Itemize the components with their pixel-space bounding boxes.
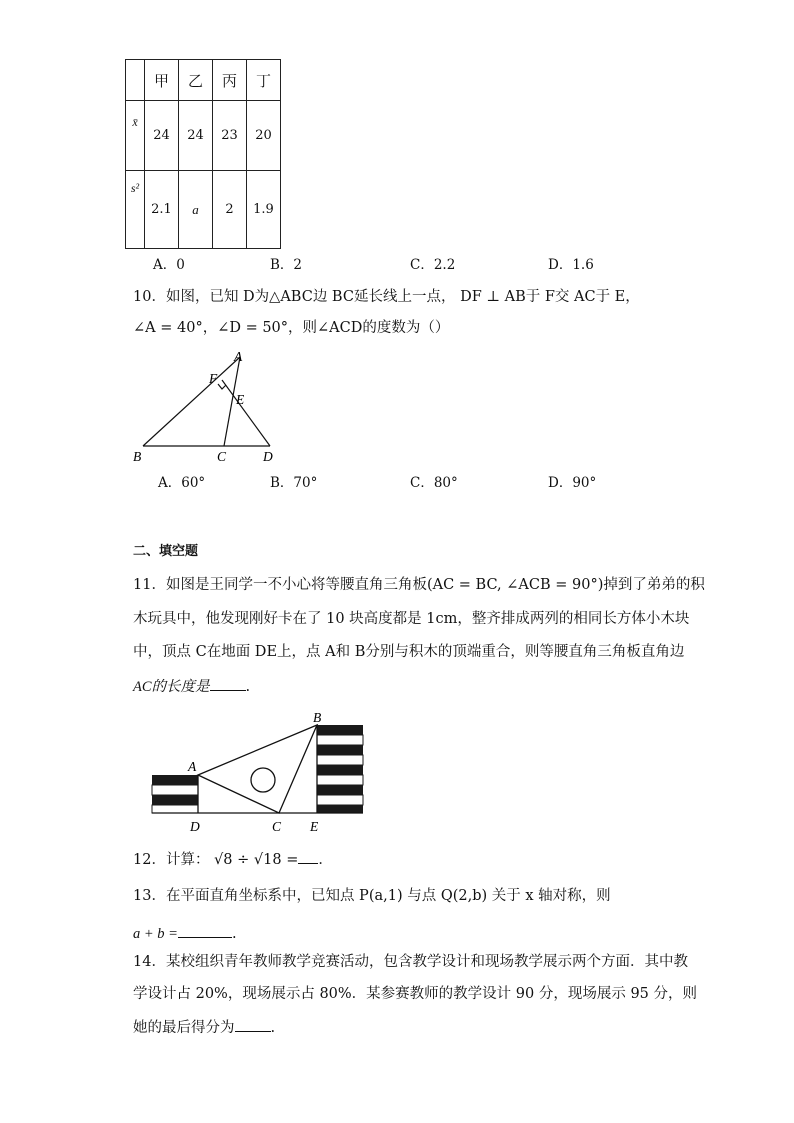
q10-line1: 10．如图，已知 D为△ABC边 BC延长线上一点， DF ⊥ AB于 F交 AC于 E， [133,289,640,305]
set-square-hole [251,768,275,792]
q13-line2-suffix: . [231,926,237,942]
q9-option-b[interactable]: B．2 [270,257,303,273]
q10-option-c[interactable]: C．80° [410,475,458,491]
variance-table [125,59,281,249]
table-cell: 23 [213,101,247,171]
line-fd [222,380,270,446]
table-cell: 2 [213,171,247,249]
point-label-a: A [188,759,197,774]
point-label-d: D [190,819,200,834]
q13-line2 [133,925,237,942]
q11-line1: 11．如图是王同学一不小心将等腰直角三角板(AC = BC, ∠ACB = 90°)掉到了弟弟的积 [133,577,705,593]
point-label-e: E [310,819,319,834]
point-label-b: B [313,710,322,725]
table-corner-cell [126,60,145,101]
point-label-c: C [217,449,227,464]
q13-line2-prefix: a + b = [133,926,178,942]
q9-option-c[interactable]: C．2.2 [410,257,456,273]
table-cell: 20 [247,101,281,171]
q10-triangle-figure [130,348,290,466]
table-cell: 2.1 [145,171,179,249]
q11-line4-suffix: . [245,679,251,695]
q13-answer-blank[interactable] [178,925,232,938]
section-title: 二、填空题 [133,544,199,559]
table-header-cell: 丁 [247,60,281,101]
line-ba [143,357,240,446]
q14-answer-blank[interactable] [235,1019,271,1032]
q11-line2: 木玩具中，他发现刚好卡在了 10 块高度都是 1cm，整齐排成两列的相同长方体小木块 [133,611,690,627]
q12-text: 12．计算： √8 ÷ √18 = [133,852,299,868]
q10-line2: ∠A = 40°，∠D = 50°，则∠ACD的度数为（） [133,320,450,336]
point-label-f: F [209,371,218,386]
table-cell: 24 [145,101,179,171]
point-label-e: E [236,392,245,407]
q14-line1: 14．某校组织青年教师教学竞赛活动，包含教学设计和现场教学展示两个方面．其中教 [133,954,688,970]
q10-option-a[interactable]: A．60° [158,475,206,491]
q12-answer-blank[interactable] [298,851,318,864]
table-row-label-mean: x̄ [126,101,145,171]
q13-line1: 13．在平面直角坐标系中，已知点 P(a,1) 与点 Q(2,b) 关于 x 轴对称，则 [133,888,611,904]
q14-line3-suffix: . [270,1020,276,1036]
q14-line3-prefix: 她的最后得分为 [133,1020,235,1036]
q10-option-d[interactable]: D．90° [548,475,597,491]
table-header-cell: 丙 [213,60,247,101]
q9-option-a[interactable]: A．0 [153,257,185,273]
point-label-a: A [234,349,243,364]
q11-line3: 中，顶点 C在地面 DE上，点 A和 B分别与积木的顶端重合，则等腰直角三角板直角边 [133,644,685,660]
q14-line3 [133,1019,275,1036]
table-cell: 24 [179,101,213,171]
q11-answer-blank[interactable] [210,678,246,691]
q9-option-d[interactable]: D．1.6 [548,257,594,273]
q12-tail: ． [318,852,333,868]
q10-option-b[interactable]: B．70° [270,475,318,491]
q14-line2: 学设计占 20%，现场展示占 80%．某参赛教师的教学设计 90 分，现场展示 95 分，则 [133,986,698,1002]
q12-line [133,851,333,868]
point-label-c: C [272,819,282,834]
table-cell: 1.9 [247,171,281,249]
table-header-cell: 甲 [145,60,179,101]
point-label-b: B [133,449,142,464]
q11-blocks-figure [148,709,373,837]
q11-line4-prefix: AC的长度是 [133,679,210,695]
left-block-stack [152,775,198,813]
table-cell: a [179,171,213,249]
q11-line4 [133,678,250,695]
point-label-d: D [263,449,273,464]
table-header-cell: 乙 [179,60,213,101]
right-block-stack [317,725,363,813]
table-row-label-variance: s² [126,171,145,249]
